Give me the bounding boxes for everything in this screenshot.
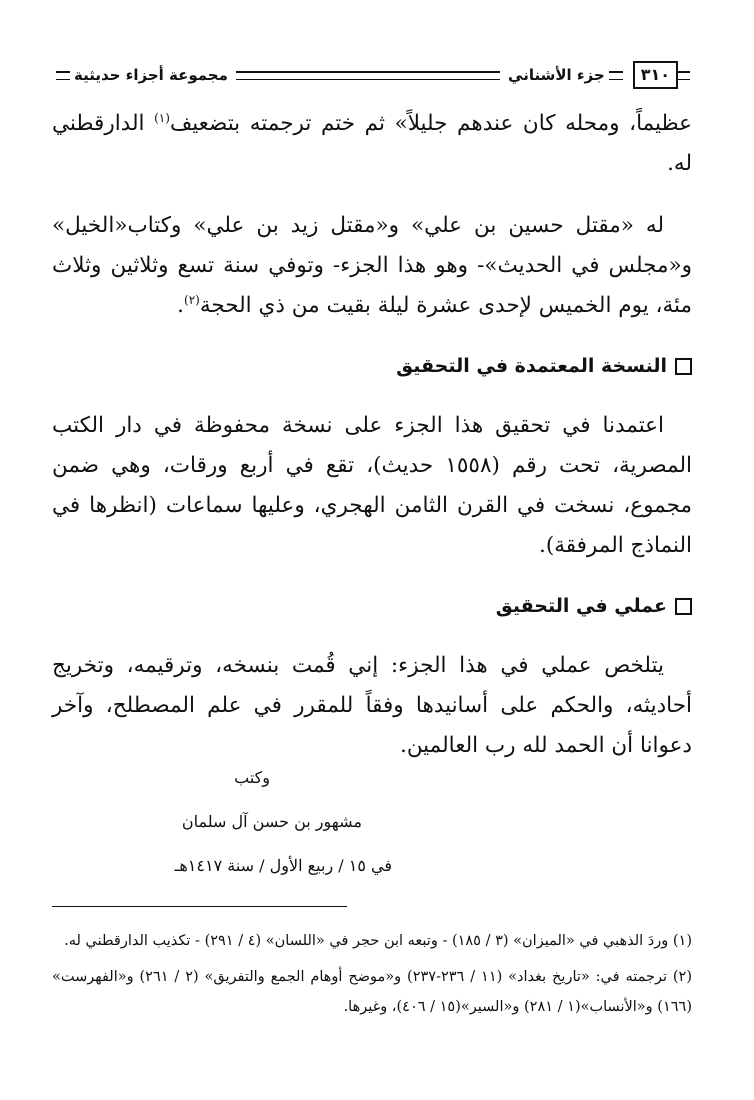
running-header bbox=[52, 56, 692, 94]
collection-title: مجموعة أجزاء حديثية bbox=[74, 66, 228, 84]
page-number: ٣١٠ bbox=[633, 61, 678, 89]
paragraph-1-continuation: الدارقطني له. bbox=[52, 111, 692, 176]
footnote-2: (٢) ترجمته في: «تاريخ بغداد» (١١ / ٢٣٦-٢٣٧) و«موضح أوهام الجمع والتفريق» (٢ / ٢٦١) و«الفهرست» (١٦٦) و«الأنساب»(١ / ٢٨١) و«السير»(١٥ / ٤٠٦)، وغيرها. bbox=[52, 969, 692, 1015]
heading-my-work-text: عملي في التحقيق bbox=[495, 595, 667, 617]
signature-block bbox=[52, 756, 692, 888]
heading-manuscript-text: النسخة المعتمدة في التحقيق bbox=[396, 355, 667, 377]
paragraph-1-text: عظيماً، ومحله كان عندهم جليلاً» ثم ختم ترجمته بتضعيف bbox=[169, 111, 692, 136]
square-bullet-icon bbox=[675, 358, 692, 375]
paragraph-3 bbox=[52, 406, 692, 566]
footnote-divider bbox=[52, 906, 347, 907]
footnotes bbox=[52, 926, 692, 1028]
header-rule-long bbox=[236, 71, 500, 80]
book-page bbox=[52, 56, 692, 1056]
part-title: جزء الأشناني bbox=[508, 66, 605, 84]
signature-date: في ١٥ / ربيع الأول / سنة ١٤١٧هـ bbox=[174, 856, 392, 875]
signature-wrote: وكتب bbox=[234, 768, 270, 787]
header-rule-short bbox=[609, 71, 623, 80]
paragraph-2 bbox=[52, 206, 692, 326]
main-text bbox=[52, 104, 692, 766]
footnote-ref-2: (٢) bbox=[184, 292, 200, 307]
signature-name: مشهور بن حسن آل سلمان bbox=[181, 812, 362, 831]
paragraph-4 bbox=[52, 646, 692, 766]
paragraph-1 bbox=[52, 104, 692, 184]
footnote-ref-1: (١) bbox=[154, 110, 170, 125]
paragraph-2-end: . bbox=[177, 293, 185, 318]
heading-my-work bbox=[52, 586, 692, 626]
paragraph-3-text: اعتمدنا في تحقيق هذا الجزء على نسخة محفوظة في دار الكتب المصرية، تحت رقم (١٥٥٨ حديث)، تقع في أربع ورقات، وهي ضمن مجموع، نسخت في القرن الثامن الهجري، وعليها سماعات (انظرها في النماذج المرفقة). bbox=[52, 413, 692, 558]
square-bullet-icon bbox=[675, 598, 692, 615]
header-rule-start bbox=[678, 71, 690, 80]
paragraph-2-text: له «مقتل حسين بن علي» و«مقتل زيد بن علي» وكتاب«الخيل» و«مجلس في الحديث»- وهو هذا الجزء- وتوفي سنة تسع وثلاثين وثلاث مئة، يوم الخميس لإحدى عشرة ليلة بقيت من ذي الحجة bbox=[52, 213, 692, 318]
paragraph-4-text: يتلخص عملي في هذا الجزء: إني قُمت بنسخه، وترقيمه، وتخريج أحاديثه، والحكم على أسانيدها وفقاً للمقرر في علم المصطلح، وآخر دعوانا أن الحمد لله رب العالمين. bbox=[52, 653, 692, 758]
heading-manuscript bbox=[52, 346, 692, 386]
header-rule-end bbox=[56, 71, 70, 80]
footnote-1: (١) وردَ الذهبي في «الميزان» (٣ / ١٨٥) - وتبعه ابن حجر في «اللسان» (٤ / ٢٩١) - تكذيب الدارقطني له. bbox=[64, 933, 692, 949]
